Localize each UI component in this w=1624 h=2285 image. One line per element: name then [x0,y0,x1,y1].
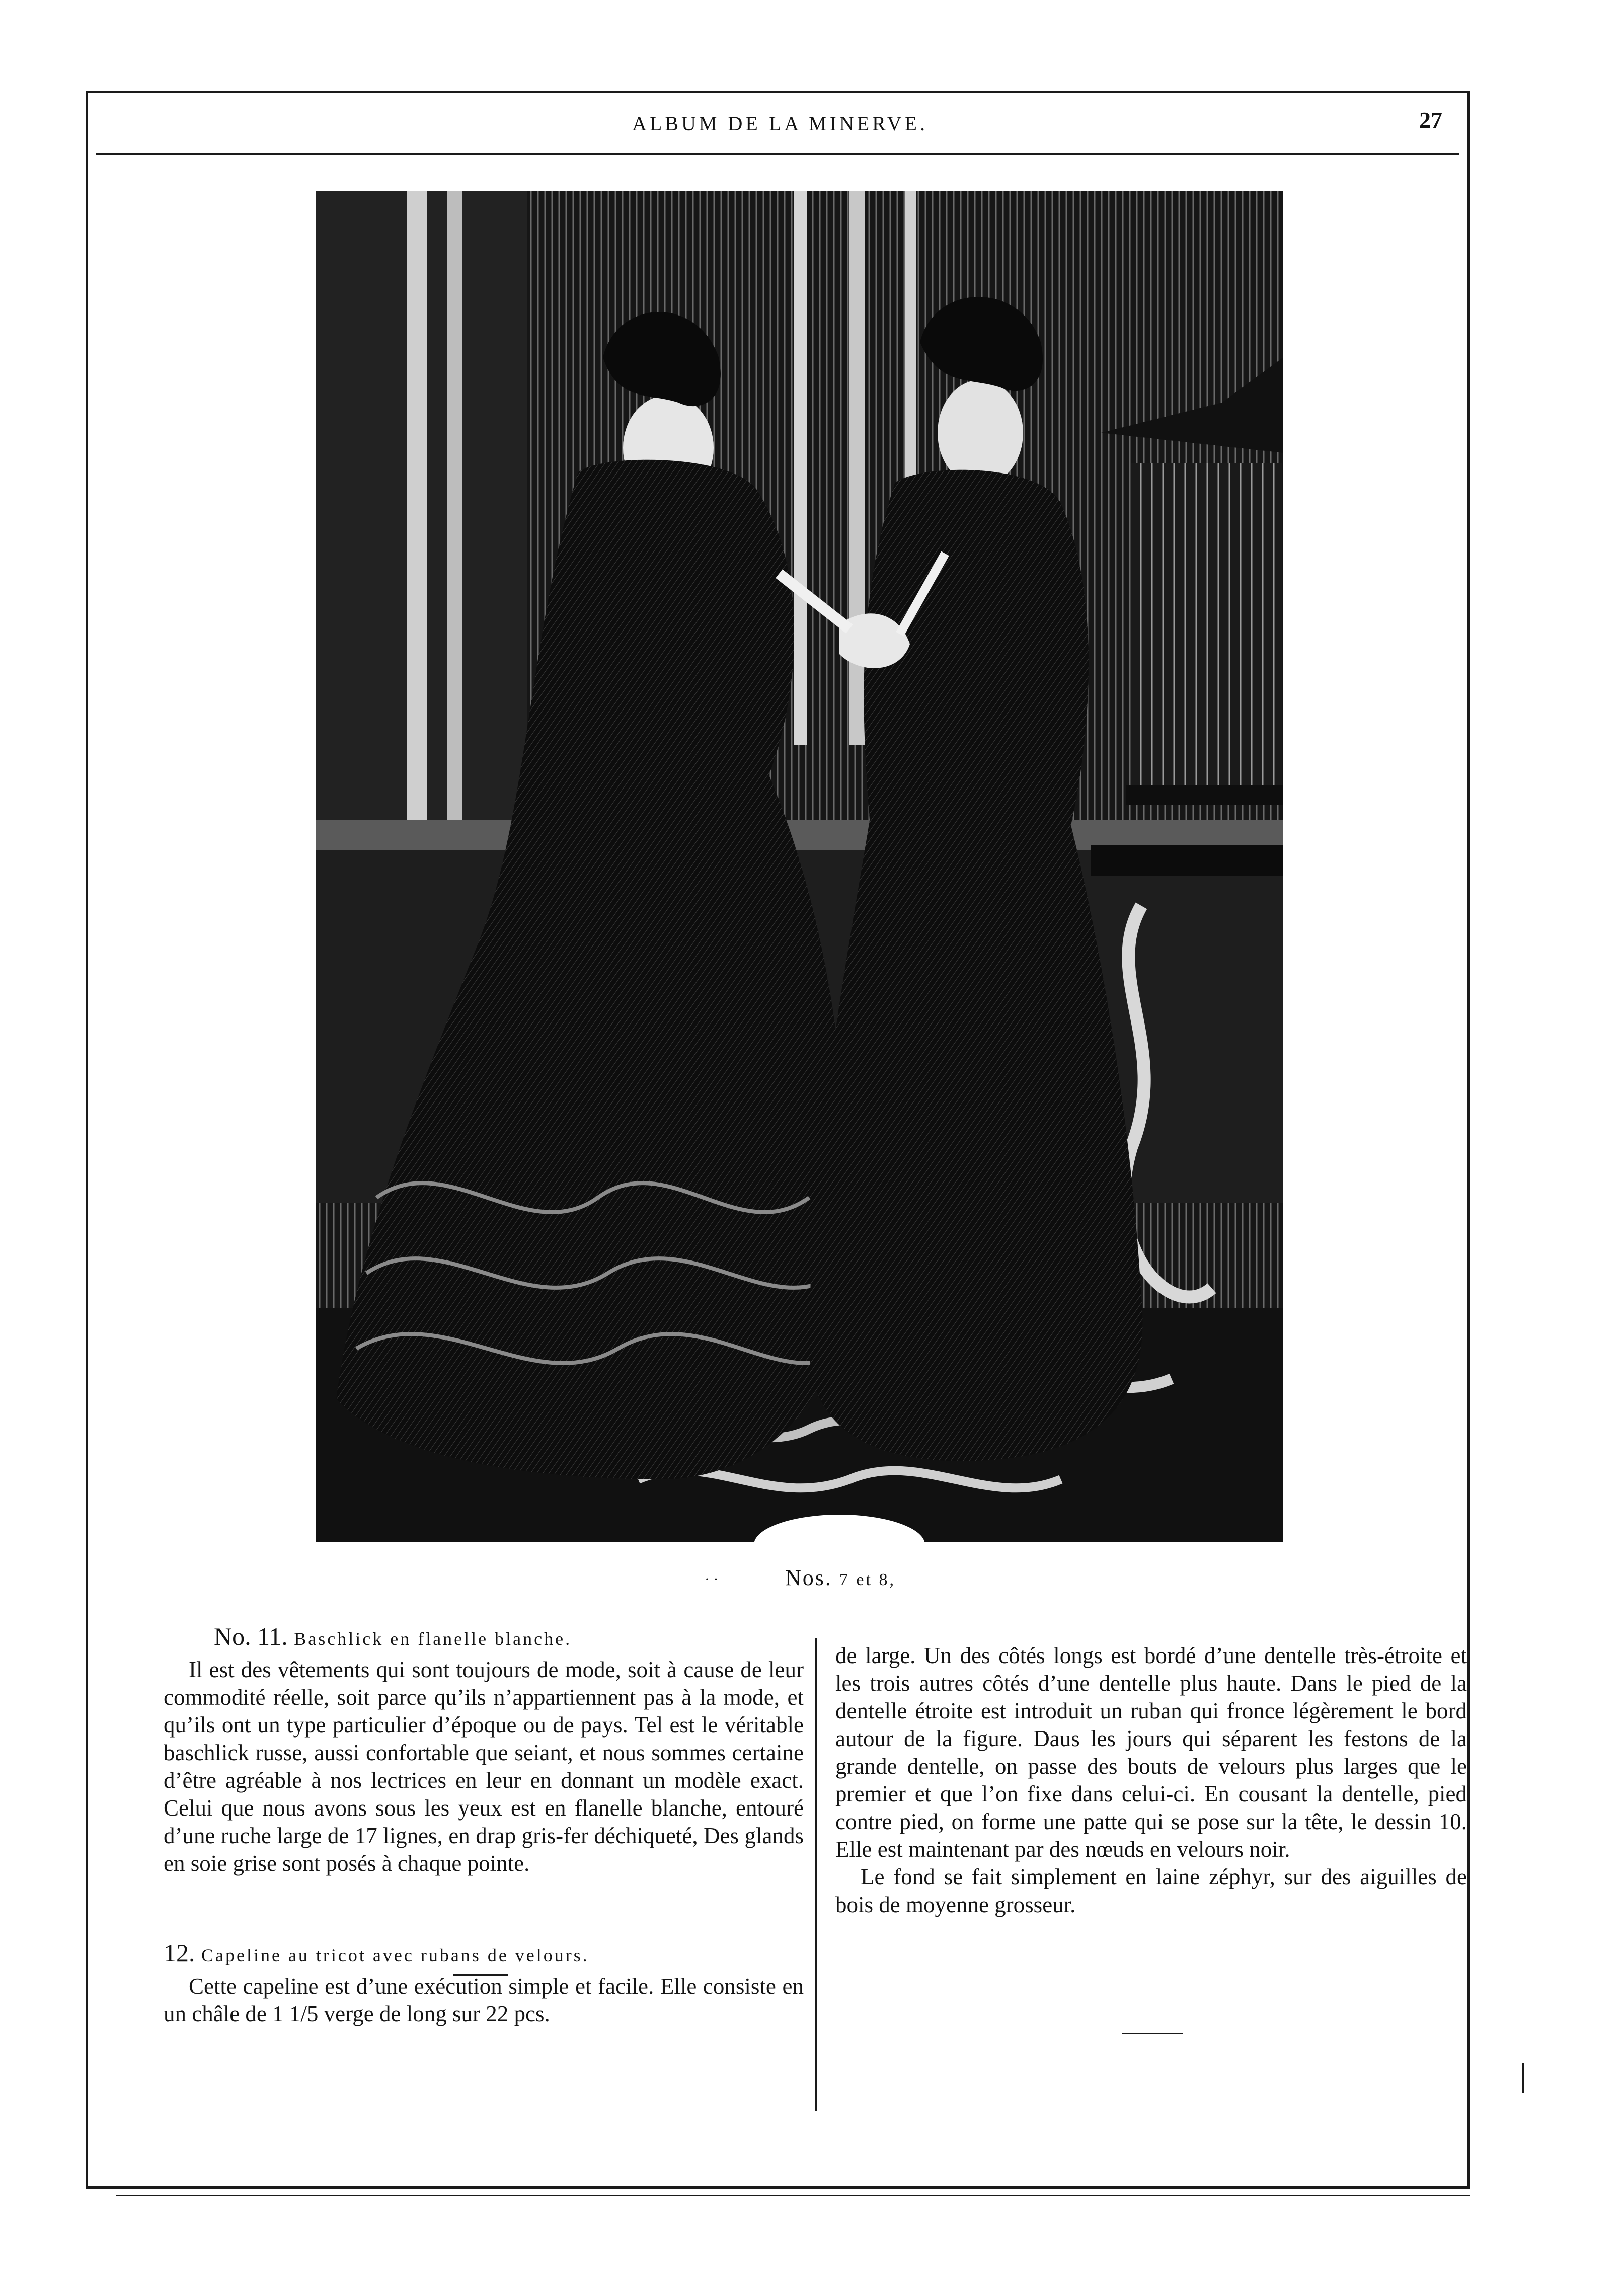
caption-prefix: Nos. [785,1565,839,1590]
end-rule [1122,2033,1183,2034]
article-12-title: Capeline au tricot avec rubans de velours. [201,1945,589,1965]
column-divider [815,1638,817,2111]
article-12-body-right-1: de large. Un des côtés longs est bordé d’une dentelle très-étroite et les trois autres côtés d’une dentelle plus haute. Dans le pied de la dentelle étroite est introduit un ruban qui fronce légèrement le bord autour de la figure. Daus les jours qui séparent les festons de la grande dentelle, on passe des bouts de velours plus larges que le premier et que l’on fixe dans celui-ci. En cousant la dentelle, pied contre pied, on forme une patte qui se pose sur la tête, le dessin 10. Elle est maintenant par des nœuds en velours noir. [835,1643,1467,1862]
frame-double-rule [116,2195,1470,2196]
article-12-body-left: Cette capeline est d’une exécution simple et facile. Elle consiste en un châle de 1 1/5 verge de long sur 22 pcs. [164,1974,804,2026]
margin-tick [1522,2063,1524,2093]
article-12-body-right-2: Le fond se fait simplement en laine zéphyr, sur des aiguilles de bois de moyenne grosseur. [835,1864,1467,1917]
spacer [164,1877,804,1938]
fashion-plate-engraving [316,191,1283,1542]
article-12-number: 12. [164,1939,195,1967]
article-11-heading [214,1621,804,1654]
right-column [835,1642,1467,1919]
section-rule [453,1974,508,1976]
caption-ornament: · · [705,1571,719,1588]
article-12-heading [164,1938,804,1971]
article-11-body: Il est des vêtements qui sont toujours de mode, soit à cause de leur commodité réelle, soit parce qu’ils n’appartiennent pas à la mode, et qu’ils ont un type particulier d’époque ou de pays. Tel est le véritable baschlick russe, aussi confortable que seiant, et nous sommes certaine d’être agréable à nos lectrices en leur en donnant un modèle exact. Celui que nous avons sous les yeux est en flanelle blanche, entouré d’une ruche large de 17 lignes, en drap gris-fer déchiqueté, Des glands en soie grise sont posés à chaque pointe. [164,1657,804,1876]
running-head: ALBUM DE LA MINERVE. [632,112,928,135]
header-rule [96,153,1459,155]
plate-caption [715,1565,966,1591]
article-11-number: No. 11. [214,1622,288,1650]
left-column [164,1621,804,2028]
page-number: 27 [1419,107,1442,133]
caption-numbers: 7 et 8, [839,1570,896,1589]
article-11-title: Baschlick en flanelle blanche. [294,1629,572,1649]
